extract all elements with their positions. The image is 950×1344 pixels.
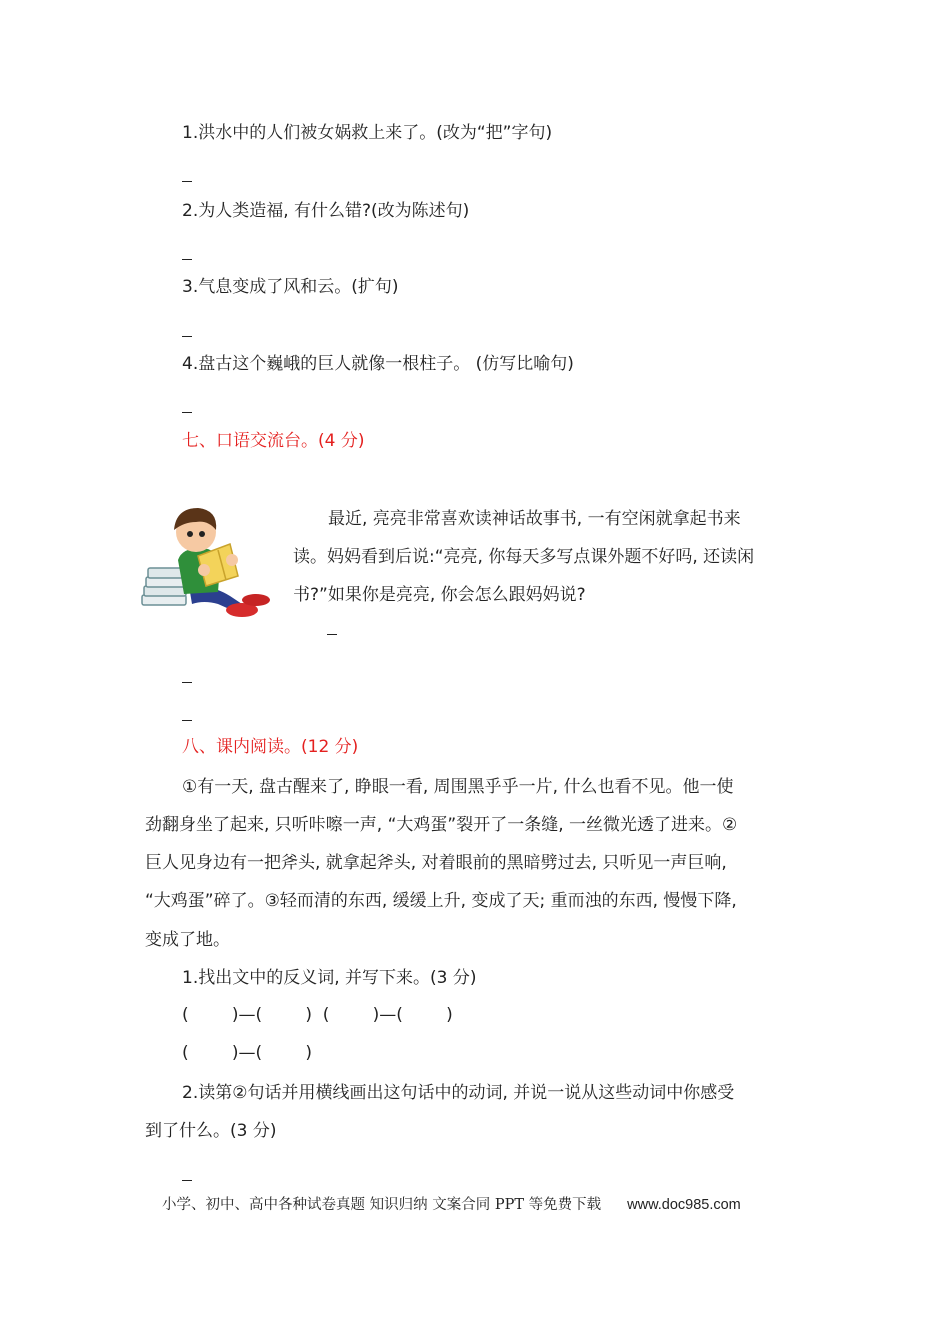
section-8-title: 八、课内阅读。(12 分) — [182, 737, 359, 757]
antonym-blanks-row-1[interactable]: ( )—( ) ( )—( ) — [182, 1005, 453, 1025]
section-7-paragraph-line-1: 最近, 亮亮非常喜欢读神话故事书, 一有空闲就拿起书来 — [328, 509, 741, 529]
section-7-title: 七、口语交流台。(4 分) — [182, 431, 365, 451]
answer-blank[interactable] — [182, 412, 192, 413]
answer-blank[interactable] — [327, 634, 337, 635]
boy-reading-illustration — [138, 500, 278, 622]
antonym-blanks-row-2[interactable]: ( )—( ) — [182, 1043, 312, 1063]
footer-text: 小学、初中、高中各种试卷真题 知识归纳 文案合同 PPT 等免费下载 — [162, 1197, 602, 1213]
passage-line-5: 变成了地。 — [145, 930, 230, 950]
answer-blank[interactable] — [182, 336, 192, 337]
footer — [162, 1193, 741, 1214]
question-6-3: 3.气息变成了风和云。(扩句) — [182, 277, 399, 297]
answer-blank[interactable] — [182, 259, 192, 260]
question-6-1: 1.洪水中的人们被女娲救上来了。(改为“把”字句) — [182, 123, 553, 143]
question-6-2: 2.为人类造福, 有什么错?(改为陈述句) — [182, 201, 470, 221]
section-7-paragraph-line-2: 读。妈妈看到后说:“亮亮, 你每天多写点课外题不好吗, 还读闲 — [293, 547, 755, 567]
answer-blank[interactable] — [182, 1180, 192, 1181]
question-8-2-line-2: 到了什么。(3 分) — [145, 1121, 277, 1141]
question-8-2-line-1: 2.读第②句话并用横线画出这句话中的动词, 并说一说从这些动词中你感受 — [182, 1083, 735, 1103]
question-8-1: 1.找出文中的反义词, 并写下来。(3 分) — [182, 968, 477, 988]
passage-line-3: 巨人见身边有一把斧头, 就拿起斧头, 对着眼前的黑暗劈过去, 只听见一声巨响, — [145, 853, 727, 873]
footer-url[interactable]: www.doc985.com — [627, 1197, 741, 1213]
passage-line-2: 劲翻身坐了起来, 只听咔嚓一声, “大鸡蛋”裂开了一条缝, 一丝微光透了进来。② — [145, 815, 738, 835]
section-7-paragraph-line-3: 书?”如果你是亮亮, 你会怎么跟妈妈说? — [293, 585, 586, 605]
passage-line-4: “大鸡蛋”碎了。③轻而清的东西, 缓缓上升, 变成了天; 重而浊的东西, 慢慢下降, — [145, 891, 737, 911]
answer-blank[interactable] — [182, 181, 192, 182]
question-6-4: 4.盘古这个巍峨的巨人就像一根柱子。 (仿写比喻句) — [182, 354, 574, 374]
passage-line-1: ①有一天, 盘古醒来了, 睁眼一看, 周围黑乎乎一片, 什么也看不见。他一使 — [182, 777, 734, 797]
answer-blank[interactable] — [182, 720, 192, 721]
answer-blank[interactable] — [182, 682, 192, 683]
